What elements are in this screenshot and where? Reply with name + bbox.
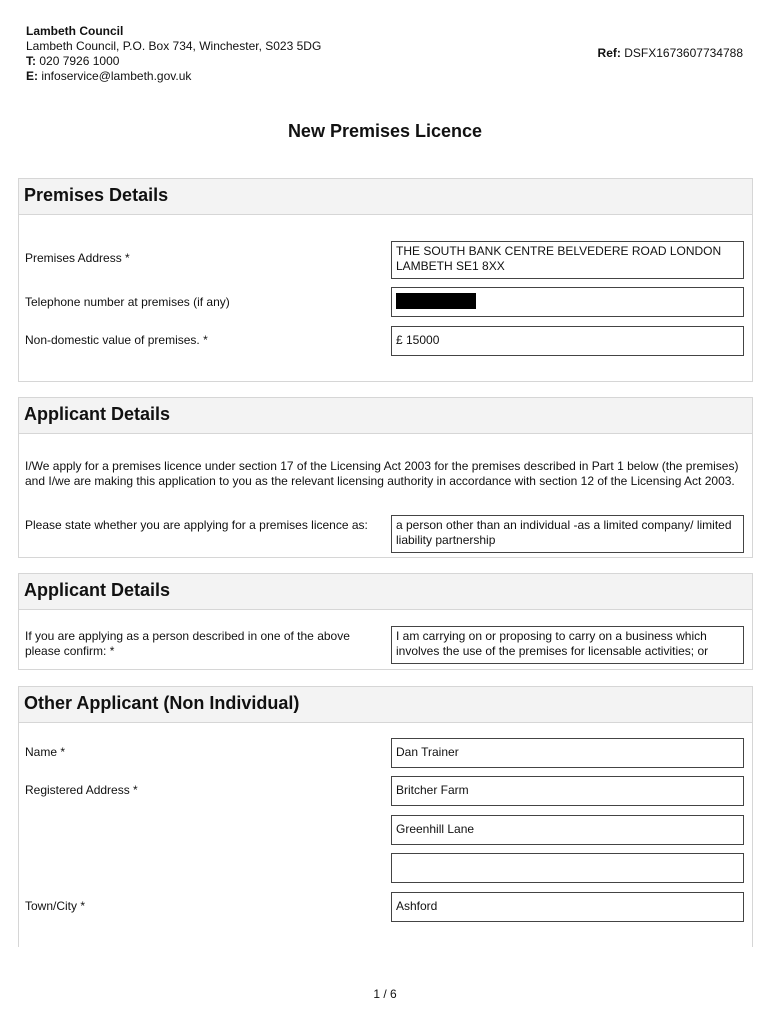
applicant-confirm-section (18, 573, 753, 670)
field-label: Non-domestic value of premises. * (25, 333, 208, 347)
section-heading: Applicant Details (19, 398, 752, 434)
premises-phone-field[interactable] (391, 287, 744, 317)
section-heading: Other Applicant (Non Individual) (19, 687, 752, 723)
section-heading: Applicant Details (19, 574, 752, 610)
address-line1-field[interactable]: Britcher Farm (391, 776, 744, 806)
council-phone (26, 54, 321, 69)
field-label: Premises Address * (25, 251, 130, 265)
name-field[interactable]: Dan Trainer (391, 738, 744, 768)
confirm-field[interactable]: I am carrying on or proposing to carry on a business which involves the use of the premises for licensable activities; or (391, 626, 744, 664)
phone-value: 020 7926 1000 (39, 54, 120, 68)
applying-as-field[interactable]: a person other than an individual -as a limited company/ limited liability partnership (391, 515, 744, 553)
application-statement: I/We apply for a premises licence under section 17 of the Licensing Act 2003 for the premises described in Part 1 below (the premises) and I/we are making this application to you as the relevant licensing authority in accordance with section 12 of the Licensing Act 2003. (25, 459, 739, 488)
section-heading: Premises Details (19, 179, 752, 215)
premises-address-field[interactable]: THE SOUTH BANK CENTRE BELVEDERE ROAD LONDON LAMBETH SE1 8XX (391, 241, 744, 279)
town-field[interactable]: Ashford (391, 892, 744, 922)
reference (598, 46, 743, 60)
field-label: Town/City * (25, 899, 86, 913)
council-header (26, 24, 321, 84)
address-line2-field[interactable]: Greenhill Lane (391, 815, 744, 845)
other-applicant-section (18, 686, 753, 947)
field-label: Name * (25, 745, 66, 759)
council-name: Lambeth Council (26, 24, 124, 38)
email-label: E: (26, 69, 38, 83)
reference-value: DSFX1673607734788 (624, 46, 743, 60)
reference-label: Ref: (597, 46, 621, 60)
premises-details-section (18, 178, 753, 382)
page-title: New Premises Licence (287, 121, 483, 141)
email-value: infoservice@lambeth.gov.uk (41, 69, 192, 83)
field-label: Telephone number at premises (if any) (25, 295, 230, 309)
applicant-details-section (18, 397, 753, 558)
field-label: Please state whether you are applying for a premises licence as: (25, 518, 368, 532)
field-label: If you are applying as a person described in one of the above please confirm: * (25, 629, 350, 658)
address-line3-field[interactable] (391, 853, 744, 883)
field-label: Registered Address * (25, 783, 138, 797)
council-address: Lambeth Council, P.O. Box 734, Winchester, S023 5DG (26, 39, 322, 53)
phone-label: T: (26, 54, 36, 68)
premises-value-field[interactable]: £ 15000 (391, 326, 744, 356)
page-number: 1 / 6 (373, 987, 397, 1001)
redaction-block (396, 293, 476, 309)
council-email (26, 69, 321, 84)
